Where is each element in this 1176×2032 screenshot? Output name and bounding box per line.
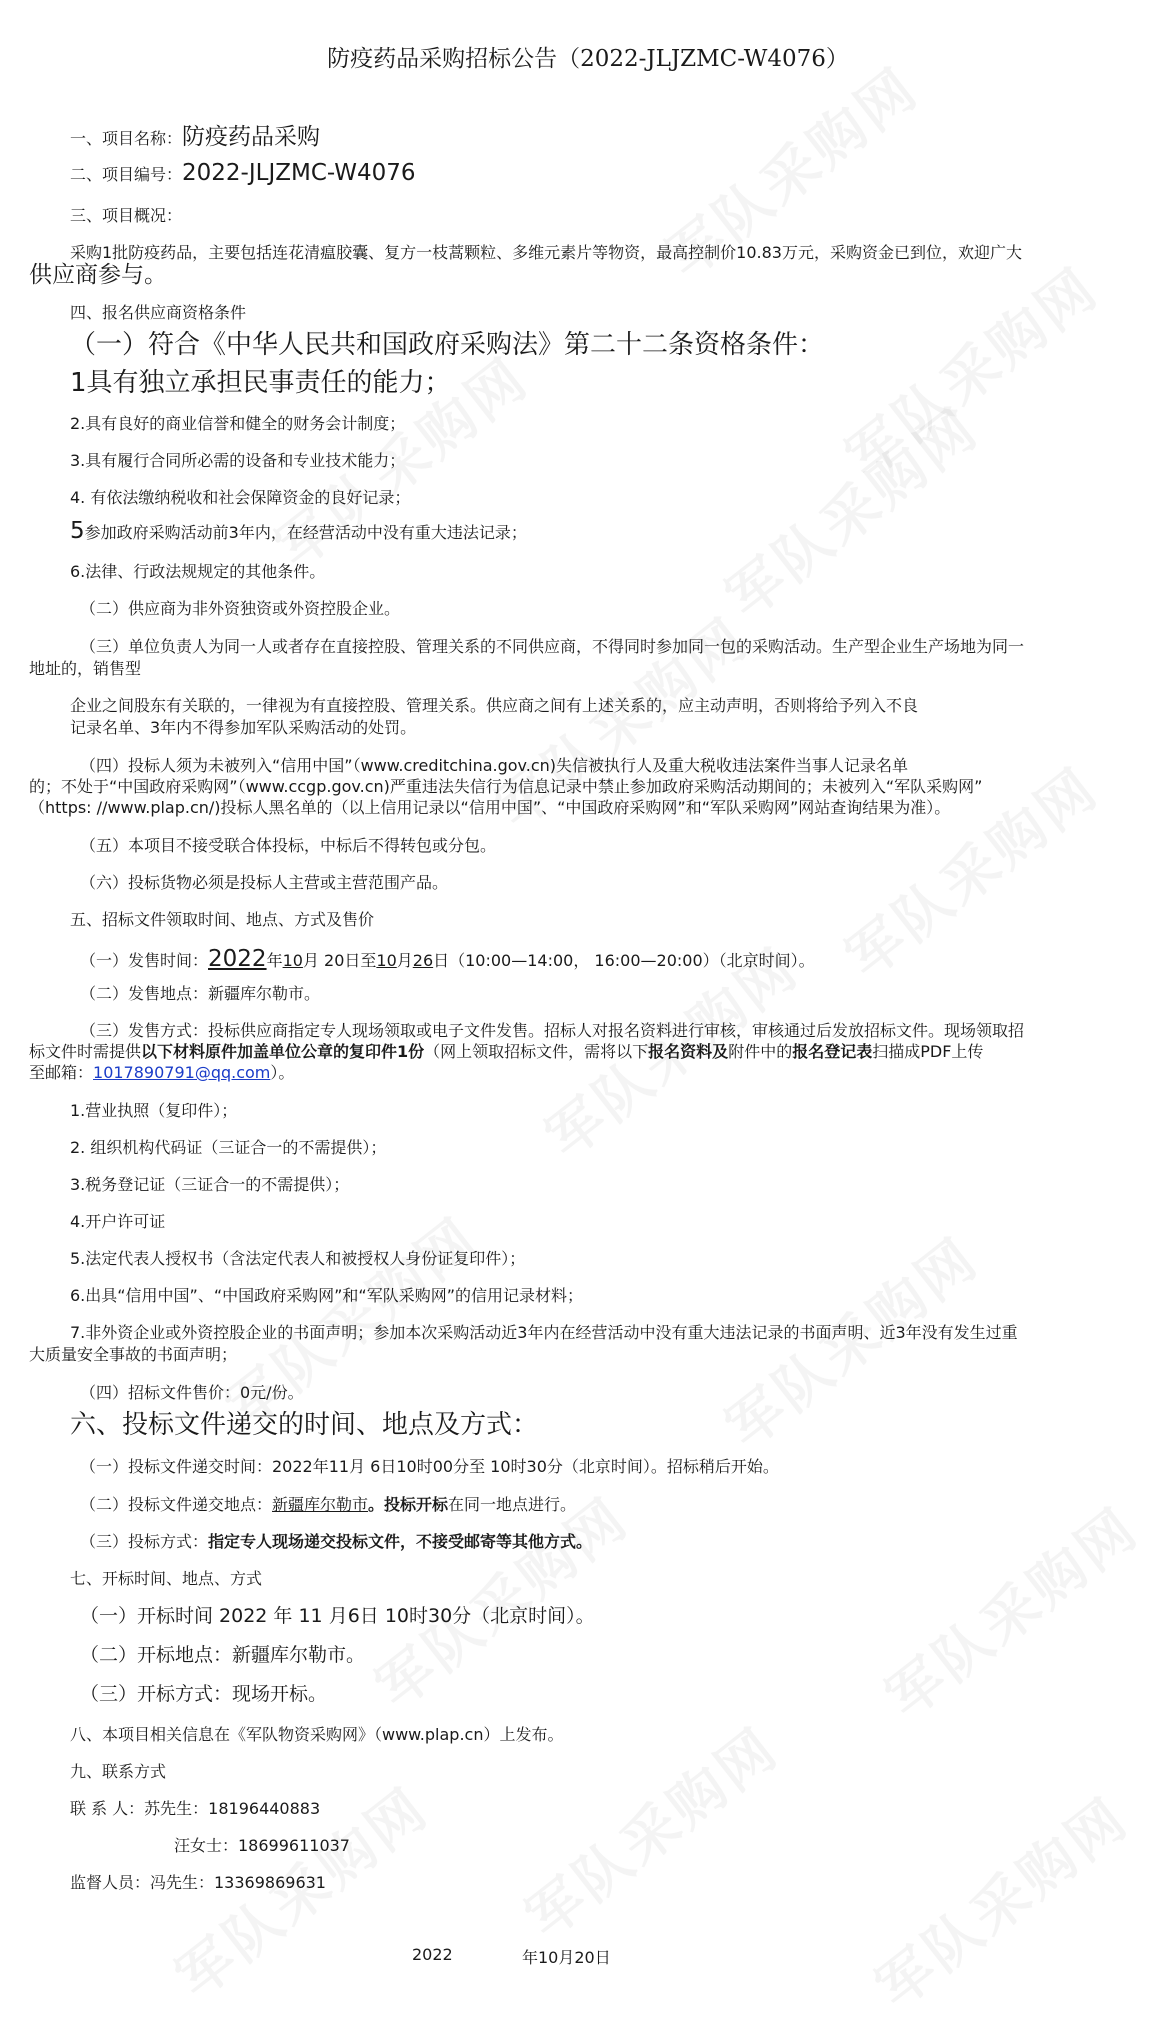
submission-place-text: 在同一地点进行。	[448, 1495, 577, 1514]
watermark	[867, 1486, 1153, 1734]
supervisor: 监督人员：冯先生：13369869631	[70, 1873, 326, 1892]
qualification-item: 3.具有履行合同所必需的设备和专业技术能力；	[70, 451, 406, 470]
qualification-clause-3: 记录名单、3年内不得参加军队采购活动的处罚。	[70, 718, 417, 737]
sale-method-text: ）。	[270, 1063, 295, 1082]
watermark	[207, 1196, 493, 1444]
sale-method-text: 标文件时需提供	[29, 1042, 142, 1061]
qualification-clause-4: （https: //www.plap.cn/)投标人黑名单的（以上信用记录以“信用中国”、“中国政府采购网”和“军队采购网”网站查询结果为准）。	[29, 798, 951, 817]
sale-method-text: 扫描成PDF上传	[872, 1042, 984, 1061]
section-4-heading: 四、报名供应商资格条件	[70, 303, 247, 322]
email-link[interactable]: 1017890791@qq.com	[93, 1063, 271, 1082]
qualification-item: 2.具有良好的商业信誉和健全的财务会计制度；	[70, 414, 406, 433]
sale-time-day: 26	[412, 951, 434, 970]
overview-line: 供应商参与。	[29, 262, 167, 288]
sale-method-text: 附件中的	[728, 1042, 793, 1061]
overview-line: 采购1批防疫药品，主要包括连花清瘟胶囊、复方一枝蒿颗粒、多维元素片等物资，最高控制价10.83万元，采购资金已到位，欢迎广大	[70, 243, 1022, 262]
section-9-heading: 九、联系方式	[70, 1762, 167, 1781]
section-8: 八、本项目相关信息在《军队物资采购网》（www.plap.cn）上发布。	[70, 1725, 564, 1744]
opening-place: （二）开标地点：新疆库尔勒市。	[80, 1644, 366, 1666]
sale-time-month: 10	[376, 951, 397, 970]
sale-method	[29, 1063, 294, 1082]
sale-time-text: 年	[266, 951, 283, 970]
submission-place-label: （二）投标文件递交地点：	[80, 1495, 273, 1514]
required-document: 7.非外资企业或外资控股企业的书面声明；参加本次采购活动近3年内在经营活动中没有重大违法记录的书面声明、近3年没有发生过重	[70, 1323, 1018, 1342]
sale-time	[80, 946, 815, 974]
section-5-heading: 五、招标文件领取时间、地点、方式及售价	[70, 910, 375, 929]
qualification-clause-6: （六）投标货物必须是投标人主营或主营范围产品。	[80, 873, 449, 892]
project-name-value: 防疫药品采购	[182, 124, 321, 150]
sale-time-text: 月	[396, 951, 413, 970]
required-document: 4.开户许可证	[70, 1212, 166, 1231]
sale-method-emphasis: 报名资料及	[648, 1042, 729, 1061]
contact-person: 联 系 人：苏先生：18196440883	[70, 1799, 321, 1818]
sale-place: （二）发售地点：新疆库尔勒市。	[80, 984, 321, 1003]
qualification-clause-4: （四）投标人须为未被列入“信用中国”（www.creditchina.gov.cn)失信被执行人及重大税收违法案件当事人记录名单	[80, 756, 909, 775]
section-7-heading: 七、开标时间、地点、方式	[70, 1569, 263, 1588]
watermark	[857, 1776, 1143, 2024]
project-number-label: 二、项目编号：	[70, 165, 183, 184]
opening-time: （一）开标时间 2022 年 11 月6日 10时30分（北京时间）。	[80, 1605, 595, 1627]
required-document: 2. 组织机构代码证（三证合一的不需提供）；	[70, 1138, 387, 1157]
qualification-clause-1: （一）符合《中华人民共和国政府采购法》第二十二条资格条件：	[70, 330, 825, 360]
watermark	[827, 246, 1113, 494]
qualification-item: 4. 有依法缴纳税收和社会保障资金的良好记录；	[70, 488, 411, 507]
sign-date-year: 2022	[412, 1945, 453, 1964]
submission-method	[80, 1532, 592, 1551]
submission-method-label: （三）投标方式：	[80, 1532, 209, 1551]
submission-time: （一）投标文件递交时间：2022年11月 6日10时00分至 10时30分（北京时间）。招标稍后开始。	[80, 1457, 779, 1476]
qualification-clause-2: （二）供应商为非外资独资或外资控股企业。	[80, 599, 401, 618]
required-document: 5.法定代表人授权书（含法定代表人和被授权人身份证复印件）；	[70, 1249, 526, 1268]
required-document: 6.出具“信用中国”、“中国政府采购网”和“军队采购网”的信用记录材料；	[70, 1286, 584, 1305]
sale-time-year: 2022	[208, 946, 267, 972]
sale-time-text: 月 20日至	[302, 951, 377, 970]
required-document: 3.税务登记证（三证合一的不需提供）；	[70, 1175, 350, 1194]
sale-method-text: 至邮箱：	[29, 1063, 94, 1082]
qualification-item	[70, 518, 527, 546]
submission-method-value: 指定专人现场递交投标文件，不接受邮寄等其他方式。	[208, 1532, 593, 1551]
page-title: 防疫药品采购招标公告（2022-JLJZMC-W4076）	[327, 46, 849, 72]
project-number	[70, 160, 416, 188]
required-document: 1.营业执照（复印件）；	[70, 1101, 238, 1120]
sale-method: （三）发售方式：投标供应商指定专人现场领取或电子文件发售。招标人对报名资料进行审核，审核通过后发放招标文件。现场领取招	[80, 1021, 1025, 1040]
project-name	[70, 124, 320, 152]
sale-method	[29, 1042, 983, 1061]
sale-method-text: （网上领取招标文件，需将以下	[424, 1042, 649, 1061]
sale-time-text: 日（10:00—14:00， 16:00—20:00）（北京时间）。	[433, 951, 815, 970]
document-price: （四）招标文件售价：0元/份。	[80, 1383, 304, 1402]
watermark	[707, 386, 993, 634]
qualification-clause-3: 地址的，销售型	[29, 659, 142, 678]
qualification-item: 1具有独立承担民事责任的能力；	[70, 368, 451, 398]
sale-time-label: （一）发售时间：	[80, 951, 209, 970]
qualification-item-text: 参加政府采购活动前3年内，在经营活动中没有重大违法记录；	[84, 523, 527, 542]
qualification-clause-5: （五）本项目不接受联合体投标，中标后不得转包或分包。	[80, 836, 497, 855]
section-6-heading: 六、投标文件递交的时间、地点及方式：	[70, 1410, 539, 1440]
qualification-clause-3: 企业之间股东有关联的，一律视为有直接控股、管理关系。供应商之间有上述关系的，应主动声明，否则将给予列入不良	[70, 696, 919, 715]
sign-date: 年10月20日	[522, 1948, 611, 1967]
opening-method: （三）开标方式：现场开标。	[80, 1683, 328, 1705]
required-document: 大质量安全事故的书面声明；	[29, 1345, 238, 1364]
submission-place-value: 新疆库尔勒市	[272, 1495, 369, 1514]
project-number-value: 2022-JLJZMC-W4076	[182, 160, 416, 186]
sale-method-emphasis: 以下材料原件加盖单位公章的复印件1份	[141, 1042, 425, 1061]
sale-time-month: 10	[282, 951, 303, 970]
qualification-clause-3: （三）单位负责人为同一人或者存在直接控股、管理关系的不同供应商，不得同时参加同一包的采购活动。生产型企业生产场地为同一	[80, 637, 1025, 656]
qualification-item-number: 5	[70, 518, 85, 544]
qualification-clause-4: 的；不处于“中国政府采购网”（www.ccgp.gov.cn)严重违法失信行为信息记录中禁止参加政府采购活动期间的；未被列入“军队采购网”	[29, 777, 983, 796]
submission-place-emphasis: 。投标开标	[368, 1495, 449, 1514]
submission-place	[80, 1495, 576, 1514]
sale-method-emphasis: 报名登记表	[792, 1042, 873, 1061]
contact-person: 汪女士：18699611037	[174, 1836, 350, 1855]
section-3-heading: 三、项目概况：	[70, 206, 183, 225]
project-name-label: 一、项目名称：	[70, 129, 183, 148]
qualification-item: 6.法律、行政法规规定的其他条件。	[70, 562, 326, 581]
